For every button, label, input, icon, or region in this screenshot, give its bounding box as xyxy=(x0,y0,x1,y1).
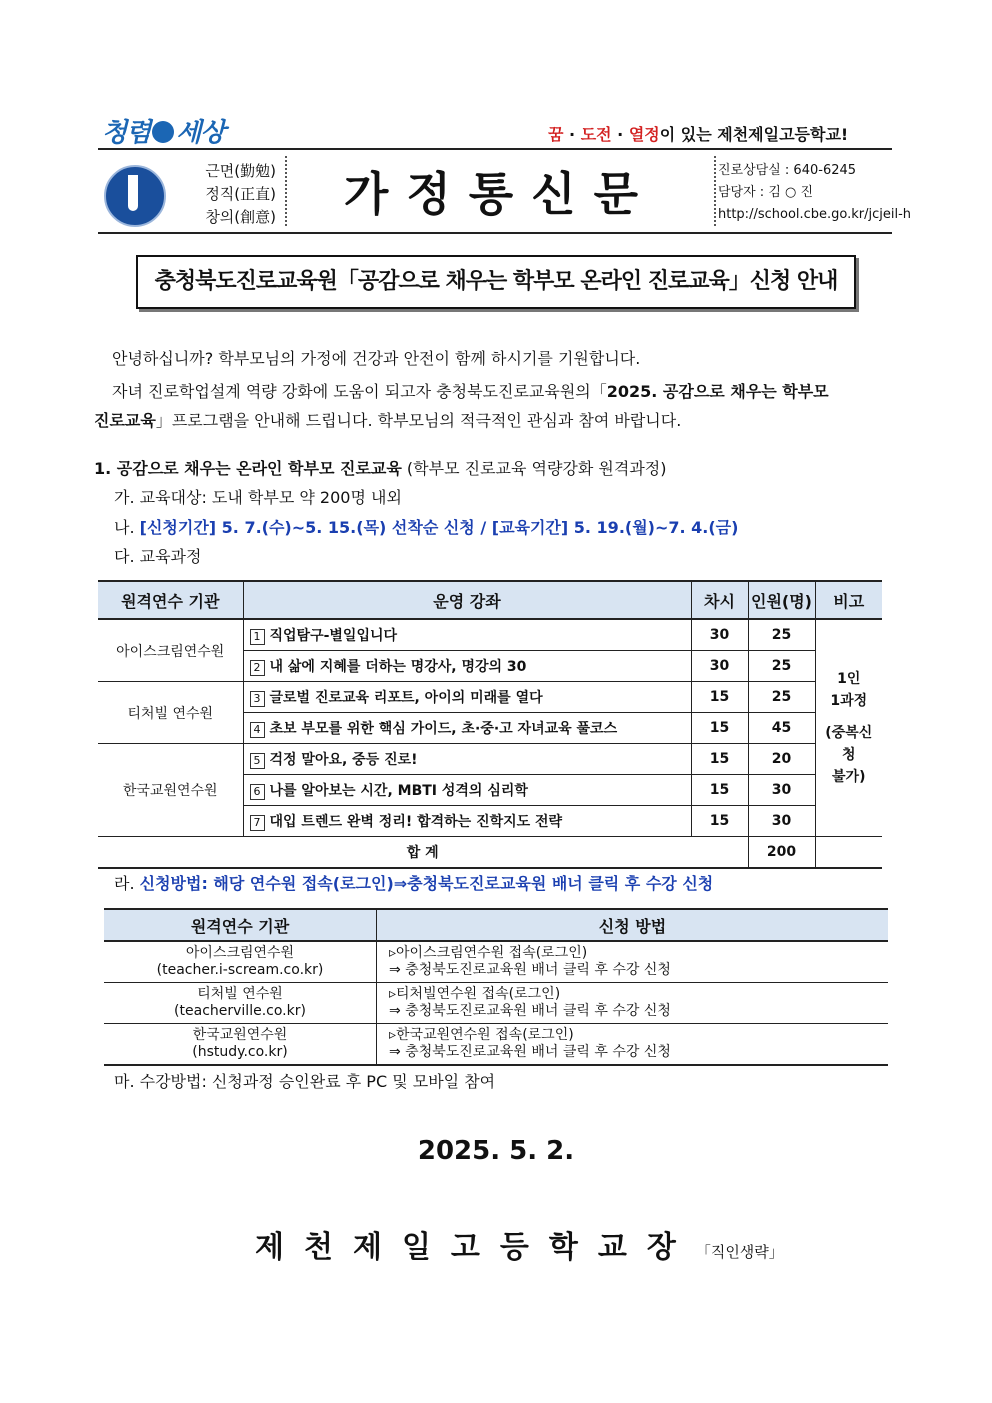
col-method: 신청 방법 xyxy=(377,909,889,941)
slogan-left-b: 세상 xyxy=(176,118,225,148)
slogan-left-a: 청렴 xyxy=(102,118,151,148)
principal-name: 제천제일고등학교장 xyxy=(255,1230,696,1265)
item-target: 가. 교육대상: 도내 학부모 약 200명 내외 xyxy=(114,488,402,507)
course-cell xyxy=(243,619,691,651)
motto-honesty: 정직(正直) xyxy=(205,185,276,203)
apply-table xyxy=(104,908,888,1066)
header-divider xyxy=(285,156,287,226)
item-apply-method xyxy=(114,870,713,898)
org-name: 티처빌 연수원 xyxy=(197,986,283,1002)
table-row xyxy=(104,941,888,983)
table-row xyxy=(104,1024,888,1066)
hours-cell: 15 xyxy=(691,806,748,837)
method-step: ▹한국교원연수원 접속(로그인) xyxy=(389,1027,574,1043)
principal-signature xyxy=(255,1222,784,1266)
slogan-rest: 이 있는 제천제일고등학교! xyxy=(659,125,849,144)
item-period-prefix: 나. xyxy=(114,518,140,537)
hours-cell: 15 xyxy=(691,682,748,713)
item-apply-text: 신청방법: 해당 연수원 접속(로그인)⇒충청북도진로교육원 배너 클릭 후 수강 신청 xyxy=(139,874,714,893)
method-step: ⇒ 충청북도진로교육원 배너 클릭 후 수강 신청 xyxy=(389,1044,671,1060)
org-cell: 티처빌 연수원 xyxy=(98,682,243,744)
table-row xyxy=(98,619,882,651)
intro-line-2 xyxy=(112,378,829,406)
item-period xyxy=(114,514,738,542)
org-url: (teacher.i-scream.co.kr) xyxy=(156,962,324,978)
course-name: 나를 알아보는 시간, MBTI 성격의 심리학 xyxy=(269,783,528,799)
hours-cell: 15 xyxy=(691,713,748,744)
col-hours: 차시 xyxy=(691,581,748,619)
contact-url: http://school.cbe.go.kr/jcjeil-h xyxy=(718,207,912,222)
school-logo-icon xyxy=(104,165,166,227)
table-row xyxy=(104,983,888,1024)
note-line: 1과정 xyxy=(830,693,868,709)
intro-line-3 xyxy=(94,407,681,435)
intro-line-1: 안녕하십니까? 학부모님의 가정에 건강과 안전이 함께 하시기를 기원합니다. xyxy=(112,349,641,368)
course-cell xyxy=(243,713,691,744)
course-cell xyxy=(243,651,691,682)
header-divider xyxy=(714,156,716,226)
contact-info xyxy=(718,160,911,226)
course-name: 직업탐구-별일입니다 xyxy=(269,628,398,644)
course-number: 2 xyxy=(250,660,265,676)
hours-cell: 15 xyxy=(691,775,748,806)
school-mottos xyxy=(200,160,276,229)
item-study-method: 마. 수강방법: 신청과정 승인완료 후 PC 및 모바일 참여 xyxy=(114,1072,496,1091)
note-line: 1인 xyxy=(837,671,861,687)
table-total-row xyxy=(98,837,882,869)
people-cell: 20 xyxy=(748,744,815,775)
issue-date: 2025. 5. 2. xyxy=(417,1136,575,1166)
note-line: 청 xyxy=(841,747,856,763)
course-number: 3 xyxy=(250,691,265,707)
org-url: (teacherville.co.kr) xyxy=(174,1003,306,1019)
course-name: 글로벌 진로교육 리포트, 아이의 미래를 열다 xyxy=(269,690,543,706)
course-number: 1 xyxy=(250,629,265,645)
course-table-header xyxy=(98,581,882,619)
course-number: 4 xyxy=(250,722,265,738)
org-name: 아이스크림연수원 xyxy=(185,945,295,961)
people-cell: 25 xyxy=(748,651,815,682)
course-cell xyxy=(243,775,691,806)
item-courses: 다. 교육과정 xyxy=(114,547,202,566)
course-table xyxy=(98,580,882,869)
intro-program-name: 2025. 공감으로 채우는 학부모 xyxy=(606,382,829,401)
slogan-emblem-icon xyxy=(152,121,174,143)
slogan-dot: · xyxy=(611,125,629,144)
org-cell xyxy=(104,941,377,983)
item-period-text: [신청기간] 5. 7.(수)~5. 15.(목) 선착순 신청 / [교육기간] 5. 19.(월)~7. 4.(금) xyxy=(139,518,739,537)
contact-person: 담당자 : 김 ○ 진 xyxy=(718,185,814,200)
org-cell xyxy=(104,983,377,1024)
slogan-passion: 열정 xyxy=(628,125,660,144)
hours-cell: 30 xyxy=(691,651,748,682)
method-cell xyxy=(377,941,889,983)
total-note xyxy=(815,837,882,869)
course-cell xyxy=(243,682,691,713)
course-name: 초보 부모를 위한 핵심 가이드, 초·중·고 자녀교육 풀코스 xyxy=(269,721,618,737)
course-cell xyxy=(243,744,691,775)
people-cell: 45 xyxy=(748,713,815,744)
header-rule-top xyxy=(98,148,892,150)
apply-table-header xyxy=(104,909,888,941)
notice-title: 충청북도진로교육원「공감으로 채우는 학부모 온라인 진로교육」신청 안내 xyxy=(136,255,856,309)
slogan-dot: · xyxy=(563,125,581,144)
slogan-dream: 꿈 xyxy=(548,125,564,144)
table-row xyxy=(98,744,882,775)
intro-line-3-text: 」프로그램을 안내해 드립니다. 학부모님의 적극적인 관심과 참여 바랍니다. xyxy=(155,411,682,430)
people-cell: 25 xyxy=(748,619,815,651)
motto-creativity: 창의(創意) xyxy=(205,208,276,226)
note-line: (중복신 xyxy=(825,725,873,741)
course-cell xyxy=(243,806,691,837)
course-number: 5 xyxy=(250,753,265,769)
section-heading xyxy=(94,455,667,483)
total-label: 합 계 xyxy=(98,837,748,869)
school-slogan xyxy=(548,122,848,145)
seal-note: 「직인생략」 xyxy=(695,1243,784,1261)
course-name: 내 삶에 지혜를 더하는 명강사, 명강의 30 xyxy=(269,659,527,675)
note-line: 불가) xyxy=(832,769,866,785)
people-cell: 30 xyxy=(748,806,815,837)
course-number: 7 xyxy=(250,815,265,831)
col-org: 원격연수 기관 xyxy=(104,909,377,941)
course-number: 6 xyxy=(250,784,265,800)
org-cell: 한국교원연수원 xyxy=(98,744,243,837)
contact-phone: 진로상담실 : 640-6245 xyxy=(718,163,857,178)
people-cell: 25 xyxy=(748,682,815,713)
org-cell xyxy=(104,1024,377,1066)
method-cell xyxy=(377,983,889,1024)
intro-line-2-text: 자녀 진로학업설계 역량 강화에 도움이 되고자 충청북도진로교육원의「 xyxy=(112,382,607,401)
method-step: ▹아이스크림연수원 접속(로그인) xyxy=(389,945,588,961)
method-step: ▹티처빌연수원 접속(로그인) xyxy=(389,986,561,1002)
col-course: 운영 강좌 xyxy=(243,581,691,619)
people-cell: 30 xyxy=(748,775,815,806)
section-heading-main: 1. 공감으로 채우는 온라인 학부모 진로교육 xyxy=(94,459,402,478)
col-note: 비고 xyxy=(815,581,882,619)
slogan-challenge: 도전 xyxy=(580,125,612,144)
course-name: 대입 트렌드 완벽 정리! 합격하는 진학지도 전략 xyxy=(269,814,563,830)
col-people: 인원(명) xyxy=(748,581,815,619)
section-heading-sub: (학부모 진로교육 역량강화 원격과정) xyxy=(401,459,667,478)
page-title: 가정통신문 xyxy=(343,167,657,221)
org-name: 한국교원연수원 xyxy=(192,1027,288,1043)
intro-program-name-end: 진로교육 xyxy=(94,411,156,430)
method-cell xyxy=(377,1024,889,1066)
hours-cell: 15 xyxy=(691,744,748,775)
method-step: ⇒ 충청북도진로교육원 배너 클릭 후 수강 신청 xyxy=(389,962,671,978)
total-value: 200 xyxy=(748,837,815,869)
org-cell: 아이스크림연수원 xyxy=(98,619,243,682)
course-name: 걱정 말아요, 중등 진로! xyxy=(269,752,418,768)
col-org: 원격연수 기관 xyxy=(98,581,243,619)
table-row xyxy=(98,682,882,713)
motto-diligence: 근면(勤勉) xyxy=(205,162,276,180)
note-cell xyxy=(815,619,882,837)
slogan-left xyxy=(102,112,224,149)
method-step: ⇒ 충청북도진로교육원 배너 클릭 후 수강 신청 xyxy=(389,1003,671,1019)
org-url: (hstudy.co.kr) xyxy=(192,1044,288,1060)
header-rule-bottom xyxy=(98,232,892,234)
hours-cell: 30 xyxy=(691,619,748,651)
item-apply-prefix: 라. xyxy=(114,874,140,893)
